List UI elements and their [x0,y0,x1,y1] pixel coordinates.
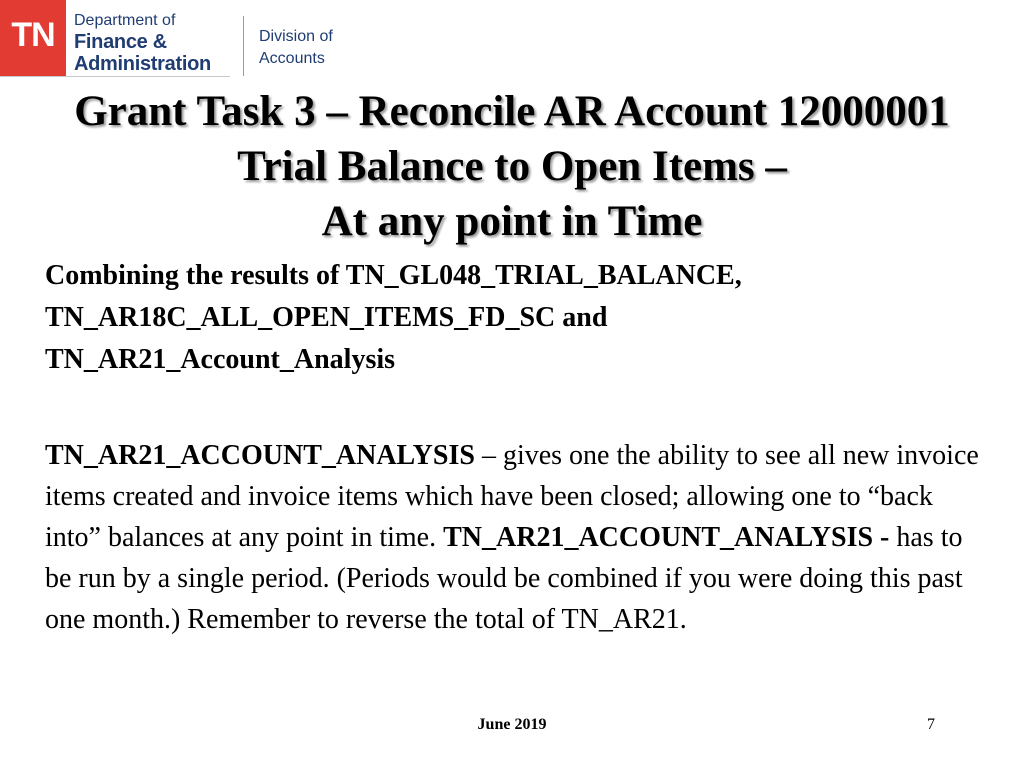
footer-date: June 2019 [477,716,547,733]
report-name-term-2: TN_AR21_ACCOUNT_ANALYSIS - [443,522,890,553]
intro-line-1: Combining the results of TN_GL048_TRIAL_BALANCE, [45,260,742,291]
intro-line-2: TN_AR18C_ALL_OPEN_ITEMS_FD_SC and [45,302,608,333]
department-name [74,11,211,75]
title-line-2: Trial Balance to Open Items – [237,143,787,190]
division-line-1: Division of [259,28,333,45]
tn-state-badge [0,0,66,76]
description-text-2: has to be run by a single period. (Periods would be combined if you were doing this past one month.) Remember to reverse the total of TN_AR21. [45,522,963,635]
department-line-2: Finance & [74,31,167,53]
intro-paragraph [45,255,995,381]
slide-title [20,84,1004,249]
description-text-1: – gives one the ability to see all new invoice items created and invoice items which have been closed; allowing one to “back into” balances at any point in time. [45,440,979,553]
division-name [259,26,333,70]
department-line-3: Administration [74,53,211,75]
logo-divider [243,16,244,76]
description-paragraph [45,435,995,640]
logo-underline [0,76,230,77]
intro-line-3: TN_AR21_Account_Analysis [45,344,396,375]
title-line-1: Grant Task 3 – Reconcile AR Account 12000001 [74,88,950,135]
division-line-2: Accounts [259,50,325,67]
title-line-3: At any point in Time [321,198,703,245]
report-name-term-1: TN_AR21_ACCOUNT_ANALYSIS [45,440,475,471]
tn-badge-text: TN [11,15,55,54]
department-line-1: Department of [74,12,176,29]
slide-number: 7 [927,716,935,733]
tn-finance-administration-logo [0,0,360,80]
